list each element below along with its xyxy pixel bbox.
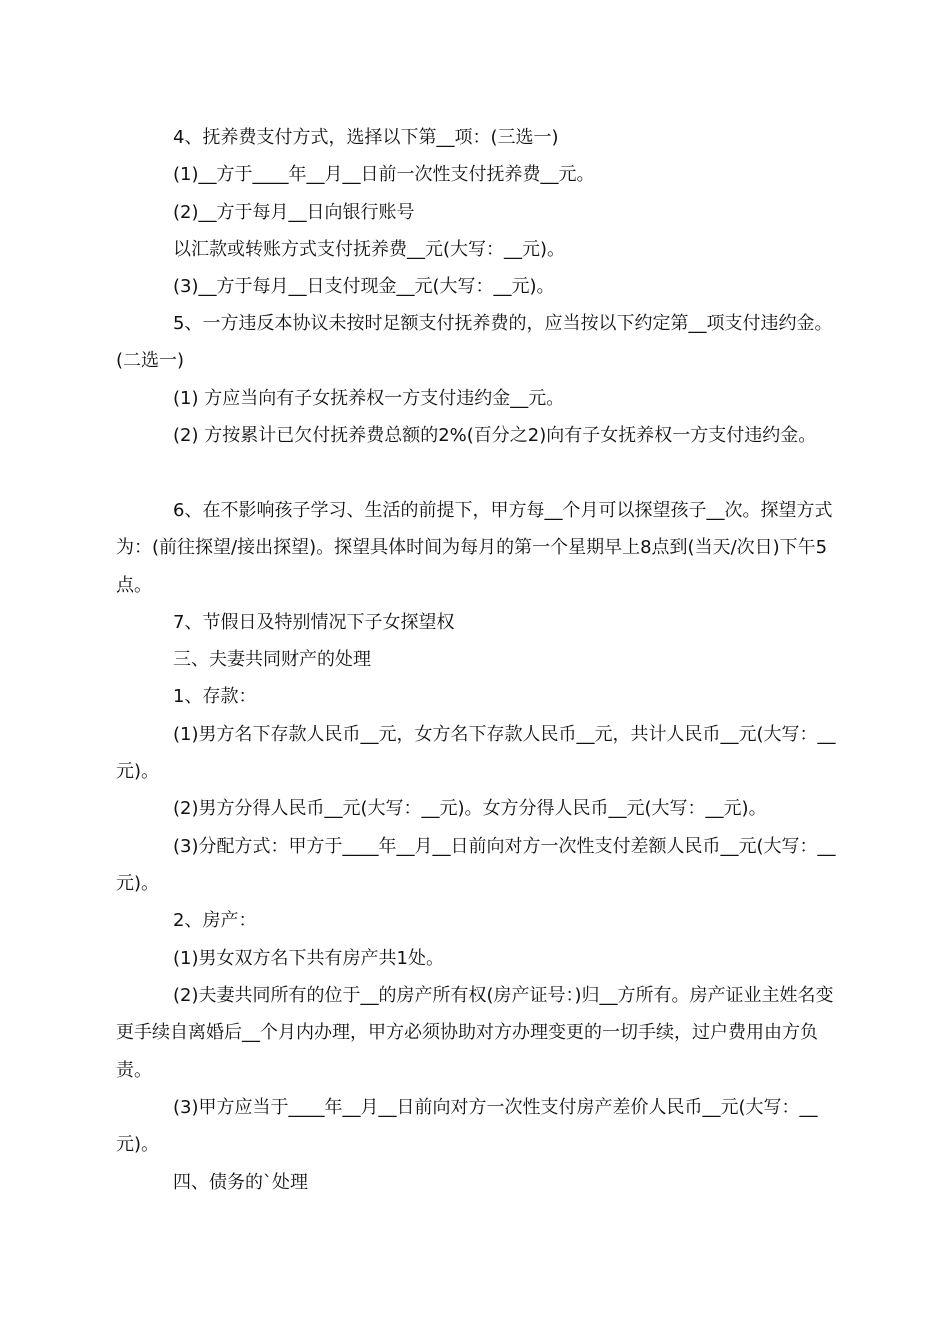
paragraph: 4、抚养费支付方式，选择以下第__项：(三选一) [173,127,559,148]
paragraph: (2)夫妻共同所有的位于__的房产所有权(房产证号：)归__方所有。房产证业主姓名变更手续自离婚后__个月内办理，甲方必须协助对方办理变更的一切手续，过户费用由方负责。 [116,985,834,1081]
paragraph: 以汇款或转账方式支付抚养费__元(大写：__元)。 [173,239,566,260]
paragraph: (3)分配方式：甲方于____年__月__日前向对方一次性支付差额人民币__元(大写：__元)。 [116,836,836,895]
paragraph: 6、在不影响孩子学习、生活的前提下，甲方每__个月可以探望孩子__次。探望方式为：(前往探望/接出探望)。探望具体时间为每月的第一个星期早上8点到(当天/次日)下午5点。 [116,500,833,596]
paragraph: (3)甲方应当于____年__月__日前向对方一次性支付房产差价人民币__元(大写：__元)。 [116,1097,818,1156]
paragraph: (1) 方应当向有子女抚养权一方支付违约金__元。 [173,388,565,409]
paragraph: 2、房产： [173,910,257,931]
section-heading: 四、债务的`处理 [173,1172,308,1193]
section-heading: 三、夫妻共同财产的处理 [173,649,371,670]
paragraph: (2)男方分得人民币__元(大写：__元)。女方分得人民币__元(大写：__元)。 [173,798,767,819]
paragraph: 7、节假日及特别情况下子女探望权 [173,612,455,633]
paragraph: 5、一方违反本协议未按时足额支付抚养费的，应当按以下约定第__项支付违约金。(二选一) [116,313,833,372]
paragraph: (1)男方名下存款人民币__元，女方名下存款人民币__元，共计人民币__元(大写：__元)。 [116,724,836,783]
paragraph: (1)__方于____年__月__日前一次性支付抚养费__元。 [173,164,595,185]
paragraph: 1、存款： [173,686,257,707]
paragraph: (2) 方按累计已欠付抚养费总额的2%(百分之2)向有子女抚养权一方支付违约金。 [173,425,817,446]
paragraph: (2)__方于每月__日向银行账号 [173,202,415,223]
paragraph: (3)__方于每月__日支付现金__元(大写：__元)。 [173,276,555,297]
paragraph: (1)男女双方名下共有房产共1处。 [173,948,444,969]
